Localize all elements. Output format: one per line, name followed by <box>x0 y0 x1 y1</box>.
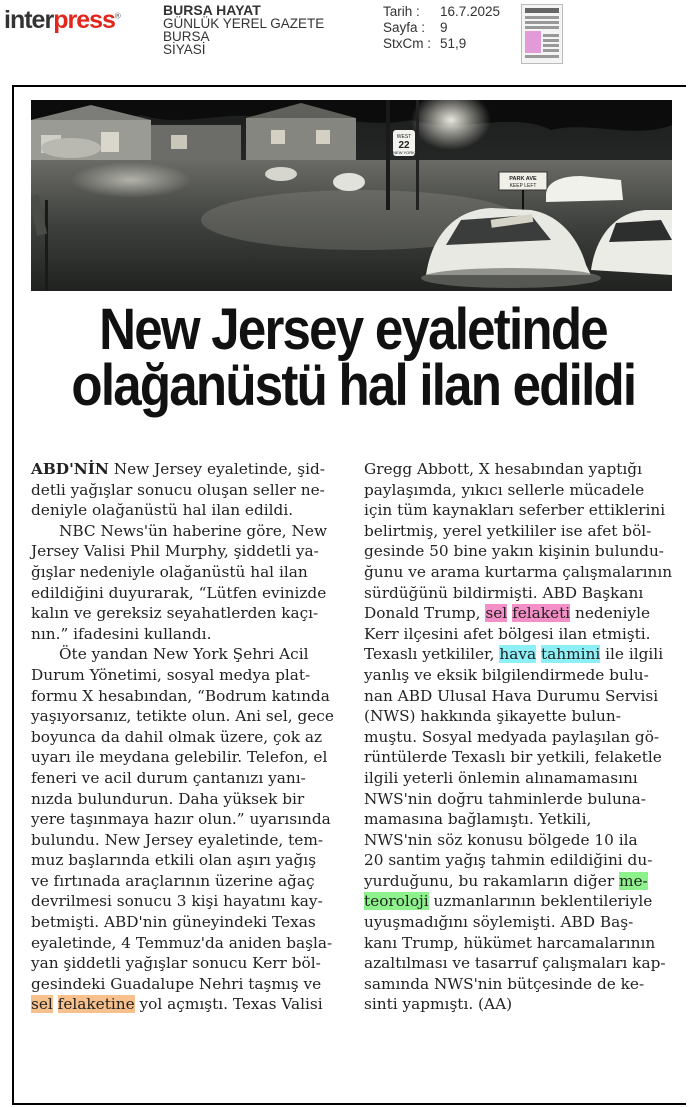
highlight-keyword: felaketi <box>512 604 571 623</box>
text-line: nan ABD Ulusal Hava Durumu Servisi <box>364 686 659 705</box>
publication-name: BURSA HAYAT <box>163 2 261 18</box>
text-line: bulundu. New Jersey eyaletinde, tem- <box>31 830 324 849</box>
meta-row-date <box>383 4 500 20</box>
text-line: devrilmesi sonucu 3 kişi hayatını kay- <box>31 892 323 911</box>
text-line: ve fırtınada araçlarının üzerine ağaç <box>31 871 315 890</box>
headline-line-2: olağanüstü hal ilan edildi <box>71 353 636 418</box>
logo-accent: press <box>53 6 115 34</box>
text-line: ilgili yeterli önlemin alınamamasını <box>364 768 638 787</box>
text-line: ğışlar nedeniyle olağanüstü hal ilan <box>31 562 308 581</box>
article-column-2 <box>364 459 684 1015</box>
meta-value: 9 <box>440 20 448 35</box>
svg-text:22: 22 <box>398 140 410 151</box>
text-line: NWS'nin söz konusu bölgede 10 ila <box>364 830 638 849</box>
text-line: için tüm kaynakları seferber ettiklerini <box>364 501 666 520</box>
text-line: edildiğini duyurarak, “Lütfen evinizde <box>31 583 327 602</box>
text-line: samında NWS'nin bütçesinde de ke- <box>364 974 645 993</box>
text-line: boyunca da dahil olmak üzere, çok az <box>31 727 323 746</box>
svg-text:NEW YORK: NEW YORK <box>393 150 415 155</box>
highlight-keyword: hava <box>499 645 537 664</box>
svg-text:WEST: WEST <box>396 134 412 140</box>
text-line: gesinde 50 bine yakın kişinin bulundu- <box>364 542 664 561</box>
flood-photo <box>31 100 672 291</box>
meta-value: 51,9 <box>440 36 467 51</box>
text-line: paylaşımda, yıkıcı sellerle mücadele <box>364 480 645 499</box>
text-line: uyarı ile meydana gelebilir. Telefon, el <box>31 748 328 767</box>
highlight-keyword: teoroloji <box>364 892 429 911</box>
highlight-keyword: sel <box>485 604 508 623</box>
flood-photo-image <box>31 100 672 291</box>
text-line: sel felaketine yol açmıştı. Texas Valisi <box>31 995 323 1014</box>
source-info <box>163 4 324 56</box>
text-line: Jersey Valisi Phil Murphy, şiddetli ya- <box>31 542 319 561</box>
text-line: ABD'NİN New Jersey eyaletinde, şid- <box>31 460 325 478</box>
page-thumbnail <box>521 4 563 64</box>
highlight-keyword: tahmini <box>541 645 601 664</box>
meta-key: Tarih : <box>383 4 420 19</box>
text-line: mamasına bağlamıştı. Yetkili, <box>364 810 592 829</box>
publication-type: GÜNLÜK YEREL GAZETE <box>163 16 325 31</box>
highlight-keyword: sel <box>31 995 53 1014</box>
text-line: betmişti. ABD'nin güneyindeki Texas <box>31 913 316 932</box>
svg-text:PARK AVE: PARK AVE <box>509 176 537 182</box>
logo-main: inter <box>4 6 54 34</box>
meta-row-page <box>383 20 500 36</box>
text-line: yurduğunu, bu rakamların diğer me- <box>364 871 648 890</box>
text-line: uyuşmadığını söylemişti. ABD Baş- <box>364 913 634 932</box>
text-line: yaşıyorsanız, tetikte olun. Ani sel, gece <box>31 707 334 726</box>
text-line: kanı Trump, hükümet harcamalarının <box>364 933 656 952</box>
publication-category: SİYASİ <box>163 42 206 57</box>
text-line: rüntülerde Texaslı bir yetkili, felaketle <box>364 748 662 767</box>
article-column-1 <box>31 459 334 1015</box>
text-line: Gregg Abbott, X hesabından yaptığı <box>364 460 642 478</box>
logo-registered-mark: ® <box>114 11 120 21</box>
text-line: belirtmiş, yerel yetkililer ise afet böl- <box>364 521 652 540</box>
text-line: muz başlarında etkili olan aşırı yağış <box>31 851 317 870</box>
text-line: 20 santim yağış tahmin edildiğini du- <box>364 851 653 870</box>
lead-word: ABD'NİN <box>31 460 109 478</box>
text-line: Kerr ilçesini afet bölgesi ilan etmişti. <box>364 624 651 643</box>
text-line: azaltılması ve tasarruf çalışmaları kap- <box>364 954 666 973</box>
text-line: Durum Yönetimi, sosyal medya plat- <box>31 665 311 684</box>
clip-meta <box>383 4 500 52</box>
route-sign <box>393 130 415 156</box>
meta-key: StxCm : <box>383 36 432 51</box>
svg-text:KEEP LEFT: KEEP LEFT <box>509 183 537 189</box>
text-line: nızda bulundurun. Daha yüksek bir <box>31 789 305 808</box>
text-line: NBC News'ün haberine göre, New <box>59 521 328 540</box>
text-line: muştu. Sosyal medyada paylaşılan gö- <box>364 727 660 746</box>
text-line: feneri ve acil durum çantanızı yanı- <box>31 768 306 787</box>
text-line: sinti yapmıştı. (AA) <box>364 995 513 1014</box>
text-line: deniyle olağanüstü hal ilan edildi. <box>31 501 294 520</box>
meta-key: Sayfa : <box>383 20 426 35</box>
text-line: gesindeki Guadalupe Nehri taşmış ve <box>31 974 322 993</box>
highlight-keyword: me- <box>619 871 648 890</box>
text-line: detli yağışlar sonucu oluşan seller ne- <box>31 480 325 499</box>
text-line: yanlış ve eksik bilgilendirmede bulu- <box>364 665 649 684</box>
text-line: yere taşınmaya hazır olun.” uyarısında <box>31 810 331 829</box>
text-line: eyaletinde, 4 Temmuz'da aniden başla- <box>31 933 333 952</box>
text-line: yan şiddetli yağışlar sonucu Kerr böl- <box>31 954 321 973</box>
text-line: kalın ve gereksiz seyahatlerden kaçı- <box>31 604 319 623</box>
text-line: ğunu ve arama kurtarma çalışmalarının <box>364 562 673 581</box>
headline-line-1: New Jersey eyaletinde <box>99 297 607 362</box>
text-line: Texaslı yetkililer, hava tahmini ile ilgili <box>364 645 664 664</box>
text-line: formu X hesabından, “Bodrum katında <box>31 686 330 705</box>
headline <box>71 297 636 418</box>
text-line: NWS'nin doğru tahminlerde buluna- <box>364 789 646 808</box>
meta-row-stxcm <box>383 36 500 52</box>
text-line: Öte yandan New York Şehri Acil <box>59 645 309 664</box>
text-line: (NWS) hakkında şikayette bulun- <box>364 707 621 726</box>
publication-city: BURSA <box>163 29 210 44</box>
text-line: Donald Trump, sel felaketi nedeniyle <box>364 604 651 623</box>
text-line: teoroloji uzmanlarının beklentileriyle <box>364 892 653 911</box>
interpress-logo <box>4 6 120 35</box>
meta-value: 16.7.2025 <box>440 4 501 19</box>
highlight-keyword: felaketine <box>57 995 135 1014</box>
text-line: nın.” ifadesini kullandı. <box>31 624 212 643</box>
text-line: sürdüğünü bildirmişti. ABD Başkanı <box>364 583 644 602</box>
